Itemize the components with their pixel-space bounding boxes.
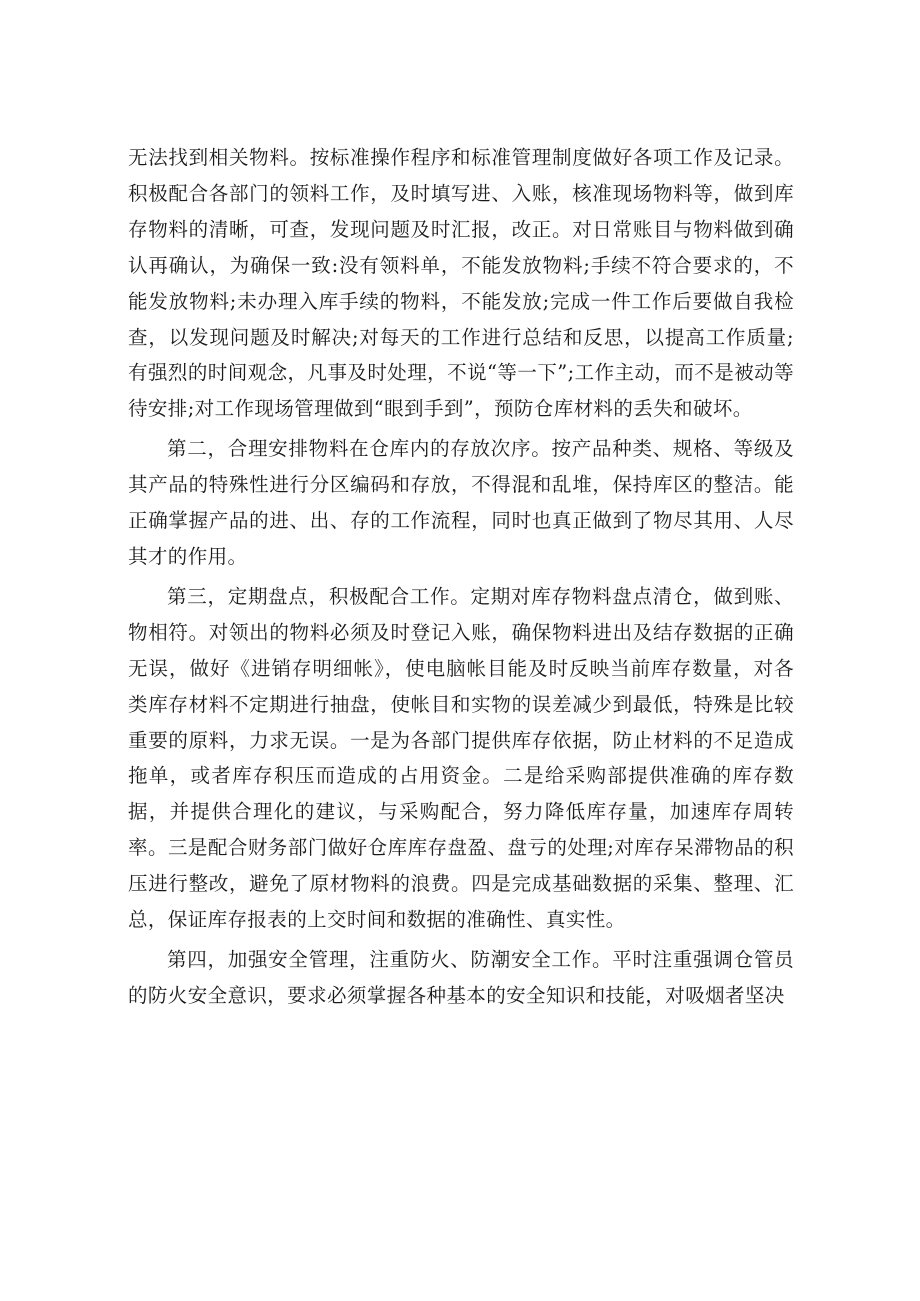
paragraph-material-handling: 无法找到相关物料。按标准操作程序和标准管理制度做好各项工作及记录。积极配合各部门的领料工作，及时填写进、入账，核准现场物料等，做到库存物料的清晰，可查，发现问题及时汇报，改正。对日常账目与物料做到确认再确认，为确保一致:没有领料单，不能发放物料;手续不符合要求的，不能发放物料;未办理入库手续的物料，不能发放;完成一件工作后要做自我检查，以发现问题及时解决;对每天的工作进行总结和反思，以提高工作质量;有强烈的时间观念，凡事及时处理，不说“等一下”;工作主动，而不是被动等待安排;对工作现场管理做到“眼到手到”，预防仓库材料的丢失和破坏。 <box>128 146 794 421</box>
document-body <box>128 140 794 1014</box>
paragraph-storage-order: 第二，合理安排物料在仓库内的存放次序。按产品种类、规格、等级及其产品的特殊性进行分区编码和存放，不得混和乱堆，保持库区的整洁。能正确掌握产品的进、出、存的工作流程，同时也真正做到了物尽其用、人尽其才的作用。 <box>128 437 794 568</box>
paragraph-inventory-check: 第三，定期盘点，积极配合工作。定期对库存物料盘点清仓，做到账、物相符。对领出的物料必须及时登记入账，确保物料进出及结存数据的正确无误，做好《进销存明细帐》，使电脑帐目能及时反映当前库存数量，对各类库存材料不定期进行抽盘，使帐目和实物的误差减少到最低，特殊是比较重要的原料，力求无误。一是为各部门提供库存依据，防止材料的不足造成拖单，或者库存积压而造成的占用资金。二是给采购部提供准确的库存数据，并提供合理化的建议，与采购配合，努力降低库存量，加速库存周转率。三是配合财务部门做好仓库库存盘盈、盘亏的处理;对库存呆滞物品的积压进行整改，避免了原材物料的浪费。四是完成基础数据的采集、整理、汇总，保证库存报表的上交时间和数据的准确性、真实性。 <box>128 584 794 932</box>
paragraph-safety-management: 第四，加强安全管理，注重防火、防潮安全工作。平时注重强调仓管员的防火安全意识，要求必须掌握各种基本的安全知识和技能，对吸烟者坚决 <box>128 947 794 1007</box>
